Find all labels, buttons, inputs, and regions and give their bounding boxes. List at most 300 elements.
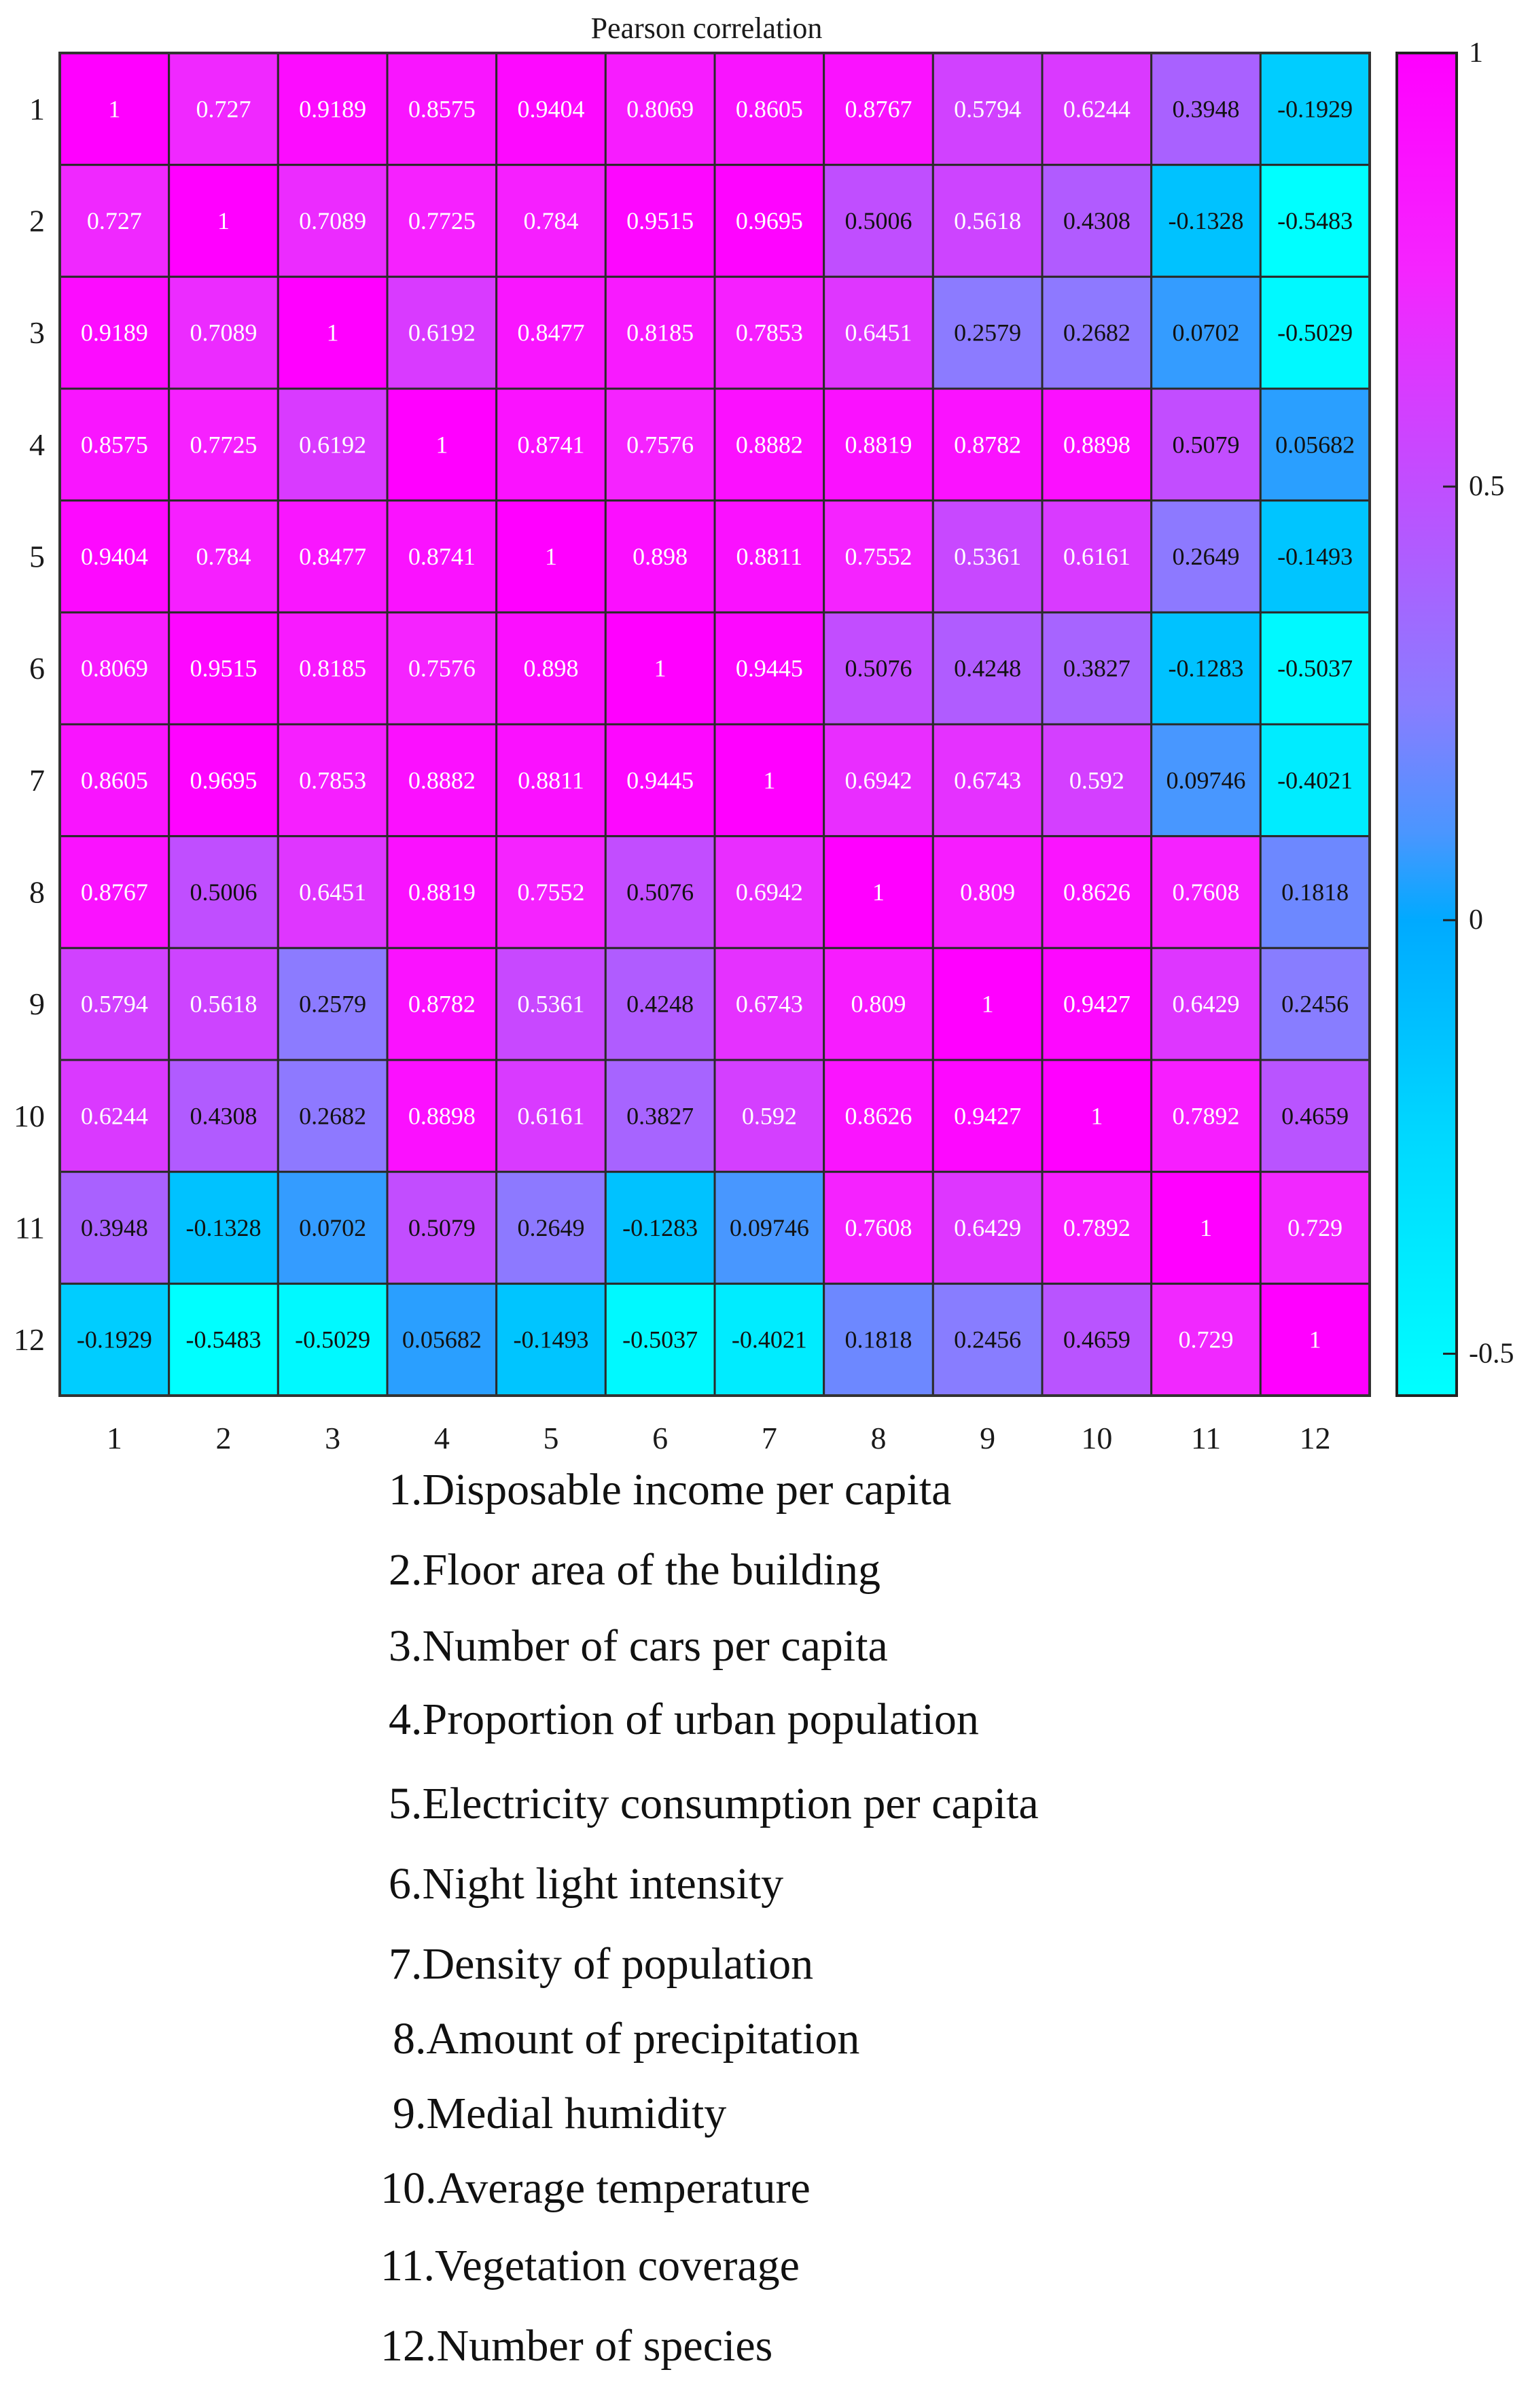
heatmap-cell-value: 0.7853 [735, 319, 803, 347]
heatmap-cell-value: 0.7725 [190, 431, 257, 459]
heatmap-cell-value: 0.5079 [1172, 431, 1240, 459]
heatmap-cell-value: -0.5483 [185, 1326, 262, 1353]
heatmap-cell-value: 0.7608 [1172, 879, 1240, 906]
row-label: 12 [14, 1322, 45, 1358]
heatmap-cell-value: 0.3948 [1172, 95, 1240, 123]
heatmap-cell-value: 1 [435, 431, 448, 459]
heatmap-cell [1152, 1283, 1261, 1396]
heatmap-cell [715, 277, 824, 389]
heatmap-cell-value: 0.5006 [844, 207, 912, 234]
heatmap-cell [933, 1283, 1042, 1396]
heatmap-cell [933, 277, 1042, 389]
heatmap-cell-value: 0.8782 [408, 990, 476, 1018]
heatmap-cell-value: -0.5037 [622, 1326, 698, 1353]
heatmap-cell [1042, 1283, 1152, 1396]
heatmap-cell-value: 0.5618 [190, 990, 257, 1018]
heatmap-cell-value: 0.6244 [80, 1102, 148, 1130]
heatmap-cell [169, 277, 279, 389]
heatmap-cell [933, 724, 1042, 836]
heatmap-cell-value: 0.6942 [735, 879, 803, 906]
heatmap-cell-value: 1 [1309, 1326, 1321, 1353]
row-label: 3 [29, 315, 45, 351]
heatmap-cell [605, 1283, 715, 1396]
colorbar-gradient [1397, 53, 1457, 1396]
heatmap-cell [605, 724, 715, 836]
heatmap-cell [1260, 612, 1370, 724]
column-label: 12 [1299, 1421, 1331, 1455]
heatmap-cell-value: 0.5079 [408, 1214, 476, 1241]
heatmap-cell-value: 0.8575 [408, 95, 476, 123]
heatmap-cell [1042, 1172, 1152, 1284]
heatmap-cell [715, 165, 824, 277]
heatmap-cell [605, 612, 715, 724]
heatmap-cell [60, 165, 169, 277]
heatmap-cell [278, 948, 387, 1060]
legend-item: 2.Floor area of the building [389, 1545, 881, 1595]
column-label: 3 [325, 1421, 341, 1455]
heatmap-cell-value: 0.8626 [844, 1102, 912, 1130]
heatmap-cell [1260, 948, 1370, 1060]
heatmap-cell-value: -0.5037 [1277, 654, 1353, 682]
heatmap-cell-value: 0.8575 [80, 431, 148, 459]
heatmap-cell-value: 0.8811 [736, 543, 803, 570]
colorbar-tick-label: 1 [1469, 37, 1483, 69]
heatmap-cell-value: 0.8477 [299, 543, 367, 570]
heatmap-cell [605, 948, 715, 1060]
heatmap-cell-value: -0.1328 [1168, 207, 1244, 234]
heatmap-cell [278, 724, 387, 836]
colorbar-tick-label: 0 [1469, 904, 1483, 936]
heatmap-cell [1260, 277, 1370, 389]
heatmap-cell [933, 948, 1042, 1060]
heatmap-cell [1042, 836, 1152, 949]
heatmap-cell [169, 1283, 279, 1396]
heatmap-cell [1260, 389, 1370, 501]
heatmap-cell [1152, 1060, 1261, 1172]
heatmap-cell [497, 724, 606, 836]
heatmap-cell-value: 0.2682 [299, 1102, 367, 1130]
heatmap-cell [824, 277, 933, 389]
column-label: 7 [761, 1421, 777, 1455]
heatmap-cell-value: 0.7892 [1172, 1102, 1240, 1130]
heatmap-cell [278, 1172, 387, 1284]
heatmap-cell [1152, 53, 1261, 165]
heatmap-cell [497, 389, 606, 501]
heatmap-cell-value: 0.05682 [402, 1326, 482, 1353]
column-label: 4 [433, 1421, 450, 1455]
heatmap-cell [824, 1060, 933, 1172]
heatmap-cell [497, 1283, 606, 1396]
heatmap-cell-value: 0.4308 [190, 1102, 257, 1130]
heatmap-cell [169, 389, 279, 501]
heatmap-cell [387, 612, 497, 724]
heatmap-cell-value: 0.5361 [517, 990, 585, 1018]
heatmap-cell-value: 0.4659 [1281, 1102, 1349, 1130]
legend-item: 4.Proportion of urban population [389, 1695, 979, 1744]
heatmap-cell-value: 1 [763, 766, 776, 794]
heatmap-cell [387, 836, 497, 949]
heatmap-cell [1260, 53, 1370, 165]
heatmap-cell-value: 0.5076 [626, 879, 694, 906]
heatmap-cell [387, 1172, 497, 1284]
heatmap-cell-value: 0.0702 [299, 1214, 367, 1241]
heatmap-cell [169, 501, 279, 613]
heatmap-cell-value: 0.2682 [1063, 319, 1131, 347]
column-label: 2 [215, 1421, 232, 1455]
heatmap-cell-value: 0.0702 [1172, 319, 1240, 347]
chart-title: Pearson correlation [590, 12, 823, 45]
heatmap-cell-value: 0.7552 [517, 879, 585, 906]
heatmap-cell-value: 0.8882 [408, 766, 476, 794]
heatmap-cell [169, 612, 279, 724]
heatmap-cell [60, 53, 169, 165]
heatmap-cell-value: 0.592 [1069, 766, 1124, 794]
heatmap-cell [715, 53, 824, 165]
heatmap-cell [824, 836, 933, 949]
heatmap-cell-value: 0.2456 [954, 1326, 1022, 1353]
column-label: 1 [106, 1421, 122, 1455]
heatmap-cell-value: 0.8898 [1063, 431, 1131, 459]
heatmap-cell-value: 1 [108, 95, 121, 123]
heatmap-cell [387, 948, 497, 1060]
heatmap-cell-value: 0.6451 [299, 879, 367, 906]
heatmap-cell [60, 612, 169, 724]
heatmap-cell-value: 0.8741 [408, 543, 476, 570]
heatmap-cell-value: 0.8767 [844, 95, 912, 123]
heatmap-cell-value: 0.2579 [954, 319, 1022, 347]
heatmap-cell-value: 1 [654, 654, 666, 682]
colorbar [1397, 37, 1514, 1396]
heatmap-cell-value: 0.8477 [517, 319, 585, 347]
heatmap-cell [60, 1172, 169, 1284]
heatmap-cell-value: 0.7576 [408, 654, 476, 682]
heatmap-cell-value: 0.9695 [735, 207, 803, 234]
heatmap-cell [278, 53, 387, 165]
heatmap-cell-value: 0.9445 [626, 766, 694, 794]
heatmap-cell-value: 0.09746 [729, 1214, 809, 1241]
heatmap-cell [60, 1060, 169, 1172]
heatmap-cell-value: 0.7892 [1063, 1214, 1131, 1241]
heatmap-cell-value: 0.8882 [735, 431, 803, 459]
heatmap-cell [933, 1060, 1042, 1172]
heatmap-cell-value: -0.1929 [76, 1326, 152, 1353]
heatmap-cell [933, 53, 1042, 165]
heatmap-cell [824, 501, 933, 613]
heatmap-cell-value: 0.6161 [1063, 543, 1131, 570]
heatmap-cell [1042, 165, 1152, 277]
heatmap-cell [1152, 165, 1261, 277]
heatmap-cell-value: 0.6743 [954, 766, 1022, 794]
heatmap-cell-value: -0.5029 [295, 1326, 371, 1353]
legend-item: 5.Electricity consumption per capita [389, 1779, 1039, 1828]
heatmap-cell-value: 0.4308 [1063, 207, 1131, 234]
heatmap-cell-value: 0.3827 [1063, 654, 1131, 682]
heatmap-cell-value: 0.9427 [954, 1102, 1022, 1130]
heatmap-cell-value: 0.6192 [299, 431, 367, 459]
heatmap-cell-value: 0.898 [523, 654, 579, 682]
heatmap-cell-value: 1 [545, 543, 557, 570]
heatmap-cell [169, 1172, 279, 1284]
heatmap-cell [715, 612, 824, 724]
heatmap-cell [387, 277, 497, 389]
heatmap-cell-value: 1 [1090, 1102, 1103, 1130]
heatmap-cell [715, 836, 824, 949]
heatmap-cell [715, 948, 824, 1060]
heatmap-cell-value: 0.729 [1178, 1326, 1234, 1353]
heatmap-cell [278, 165, 387, 277]
heatmap-cell-value: 0.8819 [408, 879, 476, 906]
heatmap-cell-value: 0.8185 [626, 319, 694, 347]
heatmap-cell-value: 0.727 [86, 207, 142, 234]
legend-item: 1.Disposable income per capita [389, 1465, 952, 1515]
heatmap-cell [387, 389, 497, 501]
row-axis-labels [14, 92, 45, 1357]
heatmap-cell [1042, 501, 1152, 613]
heatmap-cell [933, 1172, 1042, 1284]
heatmap-cell [60, 389, 169, 501]
heatmap-cell [278, 836, 387, 949]
heatmap-cell [715, 1172, 824, 1284]
heatmap-cell [1152, 724, 1261, 836]
row-label: 9 [29, 987, 45, 1022]
heatmap-cell-value: 0.3827 [626, 1102, 694, 1130]
heatmap-cell-value: 0.6244 [1063, 95, 1131, 123]
column-label: 6 [652, 1421, 669, 1455]
heatmap-cell-value: 0.898 [633, 543, 688, 570]
heatmap-cell [1260, 1283, 1370, 1396]
heatmap-cell [278, 389, 387, 501]
heatmap-cell-value: 1 [872, 879, 885, 906]
heatmap-cell [1042, 389, 1152, 501]
heatmap-cell [169, 948, 279, 1060]
heatmap-cell-value: 0.7089 [190, 319, 257, 347]
heatmap-cell [1152, 501, 1261, 613]
heatmap-cell [824, 53, 933, 165]
heatmap-cell [278, 612, 387, 724]
heatmap-cell-value: 0.4248 [626, 990, 694, 1018]
row-label: 10 [14, 1098, 45, 1133]
heatmap-cell-value: 0.9189 [80, 319, 148, 347]
heatmap-cell-value: 0.5361 [954, 543, 1022, 570]
heatmap-cell [1042, 948, 1152, 1060]
heatmap-cell-value: 0.8185 [299, 654, 367, 682]
heatmap-cell [169, 836, 279, 949]
heatmap-cell-value: 0.9427 [1063, 990, 1131, 1018]
heatmap-cell-value: 0.6429 [1172, 990, 1240, 1018]
heatmap-cell [605, 389, 715, 501]
heatmap-cell-value: 1 [1200, 1214, 1212, 1241]
heatmap-cell-value: 0.6942 [844, 766, 912, 794]
heatmap-cell-value: 0.9445 [735, 654, 803, 682]
heatmap-cell [824, 1172, 933, 1284]
heatmap-cell-value: 0.7725 [408, 207, 476, 234]
heatmap-cell-value: 1 [217, 207, 230, 234]
heatmap-cell [497, 948, 606, 1060]
heatmap-cell-value: 0.1818 [844, 1326, 912, 1353]
column-label: 8 [870, 1421, 887, 1455]
legend-item: 9.Medial humidity [393, 2089, 727, 2138]
heatmap-cell [60, 1283, 169, 1396]
heatmap-cell [497, 1060, 606, 1172]
heatmap-cell-value: 0.9189 [299, 95, 367, 123]
heatmap-cell-value: 0.784 [196, 543, 251, 570]
row-label: 8 [29, 874, 45, 910]
legend-item: 8.Amount of precipitation [393, 2014, 860, 2064]
heatmap-cell-value: 0.8819 [844, 431, 912, 459]
heatmap-cell-value: 1 [981, 990, 994, 1018]
heatmap-cell [605, 277, 715, 389]
heatmap-cell-value: 0.5618 [954, 207, 1022, 234]
heatmap-cell [278, 277, 387, 389]
heatmap-cell [715, 1060, 824, 1172]
heatmap-cell [715, 724, 824, 836]
row-label: 7 [29, 762, 45, 798]
heatmap-cell-value: 0.8069 [626, 95, 694, 123]
heatmap-cell-value: 0.4248 [954, 654, 1022, 682]
heatmap-cell [497, 277, 606, 389]
heatmap-cell [605, 1060, 715, 1172]
legend-item: 12.Number of species [380, 2321, 773, 2371]
heatmap-cell-value: 0.6192 [408, 319, 476, 347]
legend-item: 11.Vegetation coverage [380, 2241, 800, 2290]
heatmap-cell-value: -0.1283 [622, 1214, 698, 1241]
heatmap-cell-value: 0.6161 [517, 1102, 585, 1130]
heatmap-cell [497, 612, 606, 724]
heatmap-cell [1042, 53, 1152, 165]
heatmap-cell-value: 0.7552 [844, 543, 912, 570]
heatmap-cell [497, 165, 606, 277]
legend-item: 10.Average temperature [380, 2163, 811, 2213]
row-label: 11 [14, 1210, 45, 1245]
heatmap-cell-value: 1 [326, 319, 339, 347]
row-label: 2 [29, 203, 45, 238]
heatmap-cell-value: -0.4021 [1277, 766, 1353, 794]
heatmap-cell-value: 0.592 [741, 1102, 797, 1130]
heatmap-cell-value: 0.9404 [80, 543, 148, 570]
heatmap-cell-value: 0.09746 [1166, 766, 1246, 794]
heatmap-cell-value: 0.809 [960, 879, 1016, 906]
heatmap-cell [933, 165, 1042, 277]
heatmap-cell-value: -0.1493 [513, 1326, 589, 1353]
heatmap-cell-value: -0.1929 [1277, 95, 1353, 123]
heatmap-cell-value: 0.6451 [844, 319, 912, 347]
heatmap-cell-value: 0.8741 [517, 431, 585, 459]
column-label: 10 [1081, 1421, 1113, 1455]
row-label: 4 [29, 427, 45, 462]
heatmap-cell-value: -0.1493 [1277, 543, 1353, 570]
heatmap-cell-value: 0.8069 [80, 654, 148, 682]
heatmap-cell [387, 724, 497, 836]
heatmap-cell-value: 0.6743 [735, 990, 803, 1018]
heatmap-cell-value: -0.5483 [1277, 207, 1353, 234]
heatmap-cell [933, 501, 1042, 613]
heatmap-cell-value: 0.784 [523, 207, 579, 234]
heatmap-cell [60, 501, 169, 613]
heatmap-cell-value: 0.7576 [626, 431, 694, 459]
heatmap-cell [497, 501, 606, 613]
heatmap-cell [1152, 948, 1261, 1060]
heatmap-cell-value: 0.9515 [626, 207, 694, 234]
heatmap-cell [1042, 612, 1152, 724]
heatmap-cell-value: 0.05682 [1275, 431, 1355, 459]
heatmap-cell [605, 53, 715, 165]
heatmap-cell [824, 1283, 933, 1396]
row-label: 6 [29, 651, 45, 686]
heatmap-cell [605, 836, 715, 949]
row-label: 5 [29, 539, 45, 574]
heatmap-cell [1260, 1172, 1370, 1284]
heatmap-cell-value: 0.8782 [954, 431, 1022, 459]
heatmap-cell [1260, 836, 1370, 949]
heatmap-cell [605, 165, 715, 277]
heatmap-cell-value: 0.4659 [1063, 1326, 1131, 1353]
heatmap-cell-value: 0.6429 [954, 1214, 1022, 1241]
heatmap-cell-value: 0.727 [196, 95, 251, 123]
heatmap-cell-value: 0.8898 [408, 1102, 476, 1130]
legend-item: 6.Night light intensity [389, 1859, 784, 1909]
heatmap-cell-value: 0.1818 [1281, 879, 1349, 906]
column-label: 9 [980, 1421, 996, 1455]
heatmap-cell-value: 0.9695 [190, 766, 257, 794]
heatmap-cell-value: -0.1283 [1168, 654, 1244, 682]
heatmap-cell [715, 1283, 824, 1396]
heatmap-cell [1152, 612, 1261, 724]
column-label: 11 [1190, 1421, 1222, 1455]
heatmap-cell [824, 612, 933, 724]
heatmap-cell-value: 0.2649 [517, 1214, 585, 1241]
heatmap-cell [1152, 277, 1261, 389]
heatmap-cell-value: 0.9404 [517, 95, 585, 123]
heatmap-cell [497, 1172, 606, 1284]
heatmap-cell [387, 1060, 497, 1172]
colorbar-tick-label: -0.5 [1469, 1338, 1514, 1370]
heatmap-cell-value: 0.8811 [518, 766, 584, 794]
row-label: 1 [29, 91, 45, 126]
heatmap-cell-value: 0.2649 [1172, 543, 1240, 570]
heatmap-cell [387, 1283, 497, 1396]
heatmap-cell [715, 501, 824, 613]
heatmap-cell-value: 0.5794 [954, 95, 1022, 123]
heatmap-cell [169, 1060, 279, 1172]
heatmap-cell [824, 165, 933, 277]
heatmap-cell [1152, 1172, 1261, 1284]
heatmap-cell-value: 0.7608 [844, 1214, 912, 1241]
legend-item: 7.Density of population [389, 1939, 814, 1989]
heatmap-cell-value: -0.4021 [731, 1326, 807, 1353]
heatmap-cell [1042, 724, 1152, 836]
heatmap-cell [933, 389, 1042, 501]
heatmap-cell [1152, 836, 1261, 949]
heatmap-cells [60, 53, 1370, 1396]
heatmap-cell-value: -0.5029 [1277, 319, 1353, 347]
heatmap-cell [1260, 724, 1370, 836]
column-label: 5 [543, 1421, 559, 1455]
heatmap-cell-value: 0.8767 [80, 879, 148, 906]
heatmap-cell [824, 724, 933, 836]
heatmap-cell [1042, 1060, 1152, 1172]
heatmap-cell-value: 0.5794 [80, 990, 148, 1018]
heatmap-cell [1260, 501, 1370, 613]
heatmap-cell [60, 277, 169, 389]
heatmap-cell [1260, 1060, 1370, 1172]
heatmap-cell [60, 836, 169, 949]
heatmap-cell [933, 836, 1042, 949]
heatmap-cell-value: 0.809 [851, 990, 906, 1018]
heatmap-cell [169, 165, 279, 277]
heatmap-cell [497, 836, 606, 949]
heatmap-cell [605, 1172, 715, 1284]
heatmap-cell-value: 0.8605 [80, 766, 148, 794]
